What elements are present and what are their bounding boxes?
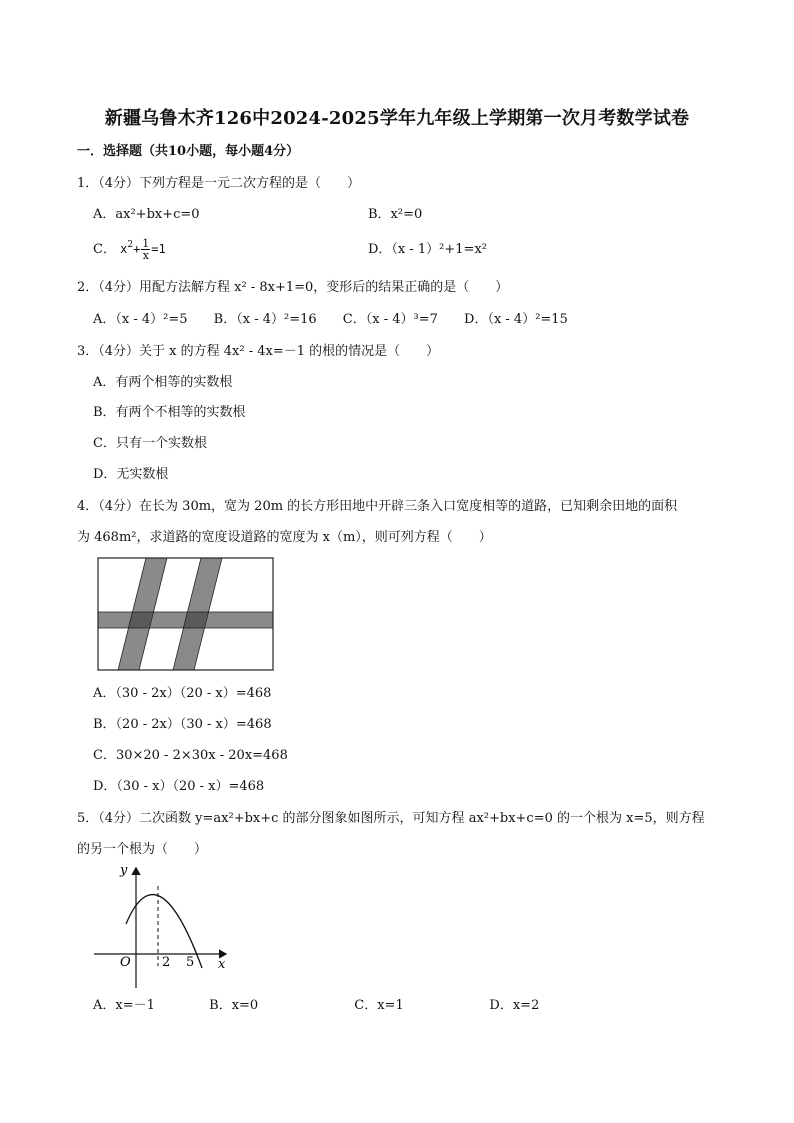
q4-option-c[interactable]: C．30×20 - 2×30x - 20x=468 — [93, 748, 288, 763]
fraction-numerator: 1 — [142, 237, 150, 250]
origin-label: O — [120, 955, 131, 970]
q1-option-c-fraction — [141, 238, 150, 261]
x-axis-label: x — [218, 957, 226, 972]
section-heading: 一．选择题（共10小题，每小题4分） — [77, 144, 300, 159]
q1-option-c-exp: 2 — [127, 240, 134, 250]
q4-field-figure — [97, 556, 275, 672]
q1-option-a[interactable]: A．ax²+bx+c=0 — [93, 207, 200, 222]
question-2-text: 2．（4分）用配方法解方程 x² - 8x+1=0，变形后的结果正确的是（ ） — [77, 280, 509, 295]
page-title: 新疆乌鲁木齐126中2024-2025学年九年级上学期第一次月考数学试卷 — [104, 108, 690, 129]
q1-option-b[interactable]: B．x²=0 — [368, 207, 423, 222]
q5-options-row — [93, 997, 539, 1015]
q3-option-d[interactable]: D．无实数根 — [93, 467, 169, 482]
q2-options-row — [93, 311, 590, 329]
q1-option-c-plus: + — [133, 242, 141, 256]
question-5-text-line1: 5．（4分）二次函数 y=ax²+bx+c 的部分图象如图所示，可知方程 ax²+bx+c=0 的一个根为 x=5，则方程 — [77, 811, 705, 826]
q1-option-c-rest: =1 — [151, 242, 166, 256]
y-axis-label: y — [120, 863, 128, 878]
q4-option-a[interactable]: A．（30 - 2x）（20 - x）=468 — [93, 686, 272, 701]
q5-option-d[interactable]: D．x=2 — [489, 998, 540, 1013]
q5-option-a[interactable]: A．x=－1 — [93, 998, 155, 1013]
q5-option-c[interactable]: C．x=1 — [354, 998, 404, 1013]
question-5-text-line2: 的另一个根为（ ） — [77, 842, 208, 857]
q3-option-a[interactable]: A．有两个相等的实数根 — [93, 375, 233, 390]
tick-label-2: 2 — [162, 955, 171, 970]
tick-label-5: 5 — [186, 955, 195, 970]
q5-option-b[interactable]: B．x=0 — [209, 998, 259, 1013]
fraction-denominator: x — [142, 249, 149, 262]
question-1-text: 1．（4分）下列方程是一元二次方程的是（ ） — [77, 176, 361, 191]
q1-option-d[interactable]: D．（x - 1）²+1=x² — [368, 242, 487, 257]
q2-option-b[interactable]: B．（x - 4）²=16 — [213, 312, 317, 327]
question-3-text: 3．（4分）关于 x 的方程 4x² - 4x=－1 的根的情况是（ ） — [77, 344, 440, 359]
q1-option-c-label: C． — [93, 242, 116, 257]
q3-option-c[interactable]: C．只有一个实数根 — [93, 436, 207, 451]
q5-parabola-graph — [92, 862, 232, 990]
question-4-text-line2: 为 468m²，求道路的宽度设道路的宽度为 x（m），则可列方程（ ） — [77, 530, 492, 545]
q4-option-d[interactable]: D．（30 - x）（20 - x）=468 — [93, 779, 265, 794]
question-4-text-line1: 4．（4分）在长为 30m，宽为 20m 的长方形田地中开辟三条入口宽度相等的道路，已知剩余田地的面积 — [77, 499, 678, 514]
q3-option-b[interactable]: B．有两个不相等的实数根 — [93, 405, 246, 420]
q2-option-a[interactable]: A．（x - 4）²=5 — [93, 312, 188, 327]
q1-option-c-base: x — [120, 242, 128, 256]
q2-option-d[interactable]: D．（x - 4）²=15 — [464, 312, 568, 327]
q2-option-c[interactable]: C．（x - 4）³=7 — [342, 312, 438, 327]
q4-option-b[interactable]: B．（20 - 2x）（30 - x）=468 — [93, 717, 272, 732]
q1-option-c[interactable] — [93, 236, 166, 263]
